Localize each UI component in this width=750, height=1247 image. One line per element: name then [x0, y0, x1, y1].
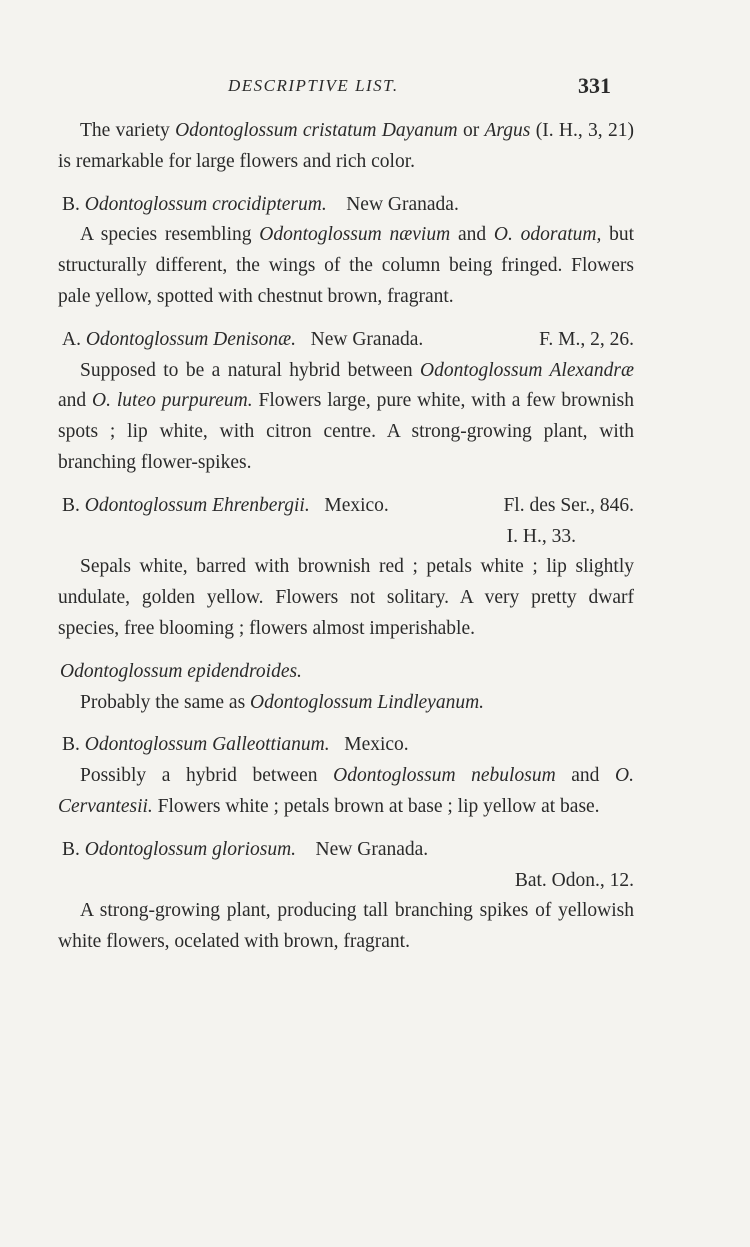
grade-letter: A.	[62, 328, 81, 350]
text: (I. H., 3, 21) is remarkable for large flowers and rich color.	[58, 120, 634, 172]
text: Possibly a hybrid between	[80, 765, 334, 787]
text: A species resembling	[80, 224, 260, 246]
species-name: Argus	[484, 120, 531, 141]
species-name: Odontoglossum Lindleyanum.	[250, 691, 485, 713]
locality: New Granada.	[315, 838, 429, 860]
reference: I. H., 33.	[506, 525, 576, 547]
entry-heading	[58, 491, 634, 522]
locality: Mexico.	[324, 494, 389, 516]
entry-heading	[58, 325, 634, 356]
entry-galleottianum	[58, 730, 634, 822]
text: Flowers white ; petals brown at base ; lip yellow at base.	[152, 795, 600, 817]
species-name: Odontoglossum Ehrenbergii.	[84, 494, 310, 516]
grade-letter: B.	[62, 494, 80, 516]
text: Probably the same as	[80, 691, 251, 713]
entry-heading	[58, 835, 634, 866]
description	[58, 220, 634, 312]
species-name: Odontoglossum Alexandræ	[420, 359, 634, 381]
text: but structurally different, the wings of the column being fringed. Flowers pale yellow, spotted with chestnut brown, fragrant.	[58, 224, 635, 307]
entry-heading	[58, 190, 634, 221]
description: A strong-growing plant, producing tall branching spikes of yellowish white flowers, ocelated with brown, fragrant.	[58, 900, 634, 953]
locality: New Granada.	[346, 193, 459, 215]
species-name: Odontoglossum Galleottianum.	[84, 734, 330, 756]
text: or	[457, 120, 485, 141]
entry-ehrenbergii	[58, 491, 634, 645]
description	[58, 356, 634, 479]
species-name: Odontoglossum crocidipterum.	[84, 193, 327, 215]
text: and	[450, 224, 494, 246]
entry-heading	[58, 657, 634, 688]
species-name: Odontoglossum epidendroides.	[60, 660, 302, 682]
species-name: O. luteo purpureum.	[92, 390, 253, 412]
paragraph	[58, 116, 634, 178]
page-body	[58, 116, 634, 958]
page-header	[0, 73, 750, 106]
text: and	[58, 390, 93, 412]
entry-heading	[58, 730, 634, 761]
species-name: Odontoglossum gloriosum.	[84, 838, 297, 860]
species-name: Odontoglossum nebulosum	[333, 765, 556, 787]
running-title: DESCRIPTIVE LIST.	[228, 76, 399, 95]
text: and	[555, 765, 616, 787]
text: The variety	[80, 120, 176, 141]
grade-letter: B.	[62, 193, 80, 215]
reference: F. M., 2, 26.	[539, 328, 634, 350]
locality: New Granada.	[310, 328, 424, 350]
species-name: Odontoglossum cristatum Dayanum	[175, 120, 458, 141]
description	[58, 761, 634, 823]
page-number: 331	[578, 73, 611, 98]
locality: Mexico.	[344, 734, 409, 756]
entry-denisonae	[58, 325, 634, 479]
entry-cristatum-dayanum	[58, 116, 634, 178]
species-name: Odontoglossum Denisonæ.	[85, 328, 297, 350]
reference-line	[58, 522, 634, 553]
grade-letter: B.	[62, 734, 80, 756]
entry-epidendroides	[58, 657, 634, 719]
reference-line	[58, 866, 634, 897]
entry-crocidipterum	[58, 190, 634, 313]
reference: Fl. des Ser., 846.	[503, 494, 634, 516]
reference: Bat. Odon., 12.	[514, 869, 634, 891]
species-name: O. odoratum,	[493, 224, 602, 246]
species-name: Odontoglossum nævium	[259, 224, 451, 246]
text: Flowers large, pure white, with a few brownish spots ; lip white, with citron centre. A strong-growing plant, with branching flower-spikes.	[58, 390, 635, 473]
description: Sepals white, barred with brownish red ; petals white ; lip slightly undulate, golden yellow. Flowers not solitary. A very pretty dwarf species, free blooming ; flowers almost imperishable.	[58, 556, 634, 639]
text: Supposed to be a natural hybrid between	[80, 359, 421, 381]
entry-gloriosum	[58, 835, 634, 958]
grade-letter: B.	[62, 838, 80, 860]
description	[58, 688, 634, 719]
species-name: O. Cervantesii.	[58, 765, 635, 817]
